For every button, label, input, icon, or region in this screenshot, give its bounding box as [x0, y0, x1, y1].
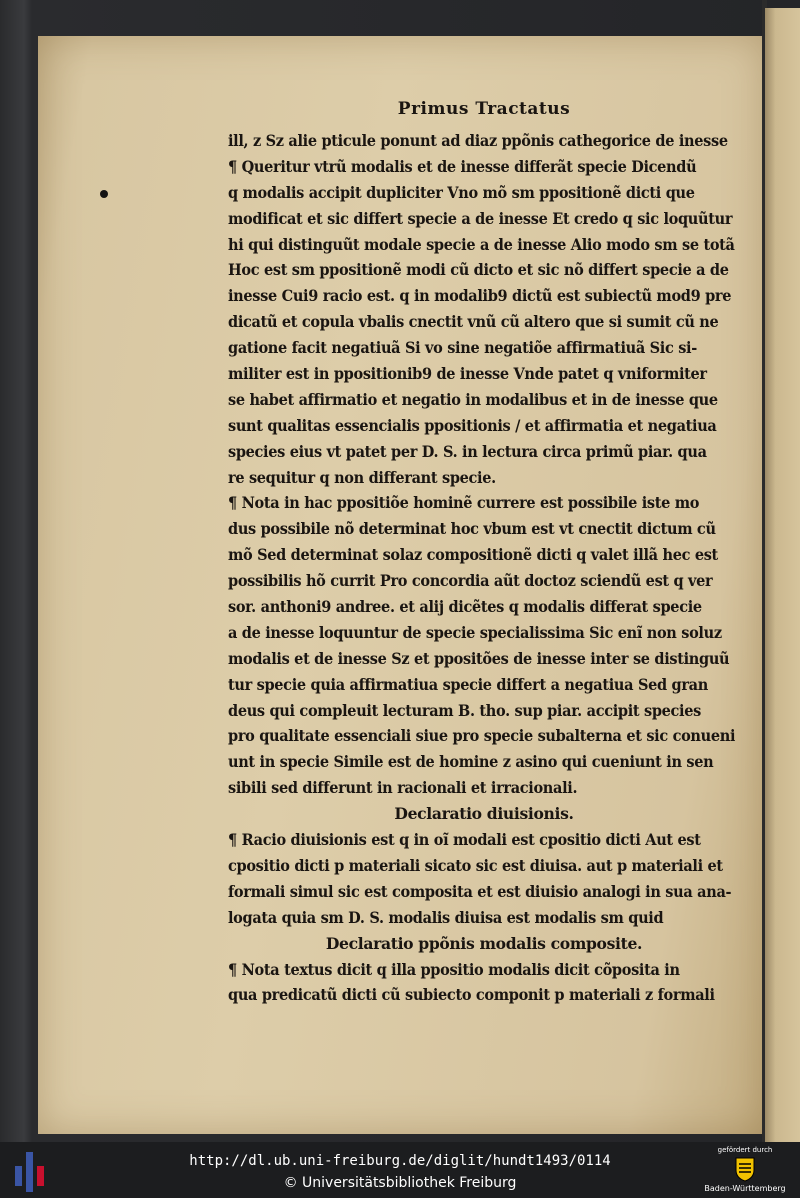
text-line: inesse Cui9 racio est. q in modalib9 dictũ est subiectũ mod9 pre [228, 286, 732, 306]
running-header: Primus Tractatus [397, 99, 571, 119]
text-line: a de inesse loquuntur de specie specialissima Sic enĩ non soluz [228, 622, 722, 642]
university-library-logo-icon [14, 1150, 46, 1194]
text-line: militer est in ppositionib9 de inesse Vnde patet q vniformiter [228, 364, 707, 384]
text-line: cpositio dicti p materiali sicato sic est diuisa. aut p materiali et [228, 855, 723, 875]
text-line: sor. anthoni9 andree. et alij dicẽtes q modalis differat specie [228, 597, 702, 617]
text-line: ¶ Nota in hac ppositiõe hominẽ currere est possibile iste mo [228, 493, 700, 513]
text-line: species eius vt patet per D. S. in lectura circa primũ piar. qua [228, 441, 707, 461]
text-line: deus qui compleuit lecturam B. tho. sup piar. accipit species [228, 700, 701, 720]
text-line: ¶ Racio diuisionis est q in oĩ modali est cpositio dicti Aut est [228, 830, 701, 850]
text-line: modificat et sic differt specie a de inesse Et credo q sic loquũtur [228, 208, 733, 228]
section-heading-compositae: Declaratio ppõnis modalis composite. [325, 933, 643, 953]
text-line: ill, z Sz alie pticule ponunt ad diaz ppõnis cathegorice de inesse [228, 131, 728, 150]
divisionis-lines [228, 827, 740, 931]
text-line: tur specie quia affirmatiua specie differt a negatiua Sed gran [228, 674, 708, 694]
text-line: re sequitur q non differant specie. [228, 467, 496, 487]
text-line: formali simul sic est composita et est diuisio analogi in sua ana- [228, 881, 732, 901]
document-url[interactable]: http://dl.ub.uni-freiburg.de/diglit/hundt1493/0114 [189, 1153, 611, 1169]
viewer-footer [0, 1142, 800, 1198]
text-line: ¶ Queritur vtrũ modalis et de inesse differãt specie Dicendũ [228, 156, 697, 176]
funder-logo [700, 1146, 790, 1196]
baden-wuerttemberg-crest-icon [734, 1156, 756, 1182]
text-line: sibili sed differunt in racionali et irracionali. [228, 778, 578, 798]
text-line: qua predicatũ dicti cũ subiecto componit p materiali z formali [228, 985, 715, 1005]
ink-dot [100, 190, 108, 198]
body-lines [228, 128, 740, 801]
text-line: hi qui distinguũt modale specie a de inesse Alio modo sm se totã [228, 234, 735, 254]
funder-caption: gefördert durch [717, 1146, 773, 1154]
text-line: dicatũ et copula vbalis cnectit vnũ cũ altero que si sumit cũ ne [228, 312, 719, 332]
text-line: logata quia sm D. S. modalis diuisa est modalis sm quid [228, 907, 664, 927]
text-line: sunt qualitas essencialis ppositionis / et affirmatia et negatiua [228, 415, 717, 435]
text-line: mõ Sed determinat solaz compositionẽ dicti q valet illã hec est [228, 545, 718, 565]
text-line: ¶ Nota textus dicit q illa ppositio modalis dicit cõposita in [228, 959, 680, 979]
text-line: Hoc est sm ppositionẽ modi cũ dicto et sic nõ differt specie a de [228, 260, 729, 280]
text-line: modalis et de inesse Sz et ppositões de inesse inter se distinguũ [228, 648, 730, 668]
text-line: pro qualitate essenciali siue pro specie subalterna et sic conueni [228, 726, 735, 746]
text-line: unt in specie Simile est de homine z asino qui cueniunt in sen [228, 752, 714, 772]
facing-page-edge [765, 8, 800, 1142]
text-line: possibilis hõ currit Pro concordia aũt doctoz sciendũ est q ver [228, 571, 713, 591]
compositae-lines [228, 957, 740, 1009]
text-line: q modalis accipit dupliciter Vno mõ sm ppositionẽ dicti que [228, 182, 695, 202]
text-line: se habet affirmatio et negatio in modalibus et in de inesse que [228, 389, 718, 409]
copyright-text: © Universitätsbibliothek Freiburg [283, 1175, 517, 1191]
text-line: gatione facit negatiuã Si vo sine negatiõe affirmatiuã Sic si- [228, 338, 697, 358]
page-text [228, 98, 740, 1008]
funder-name: Baden-Württemberg [704, 1184, 786, 1193]
section-heading-divisionis: Declaratio diuisionis. [394, 804, 574, 824]
text-line: dus possibile nõ determinat hoc vbum est vt cnectit dictum cũ [228, 519, 716, 539]
